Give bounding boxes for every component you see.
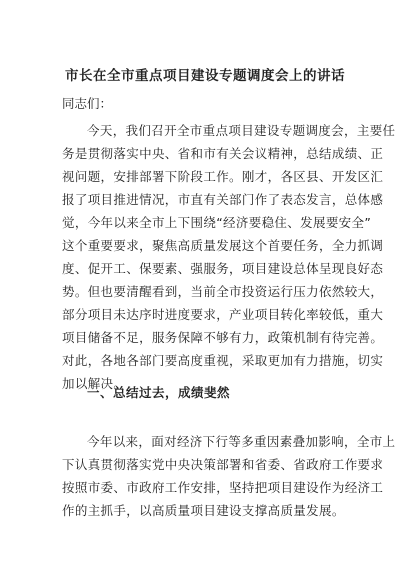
paragraph-line: 按照市委、市政府工作安排，坚持把项目建设作为经济工	[62, 480, 384, 495]
paragraph-line: 今年以来，面对经济下行等多重因素叠加影响，全市上	[87, 434, 396, 449]
paragraph-line: 觉，今年以来全市上下围绕“经济要稳住、发展要安全”	[62, 215, 372, 230]
document-title: 市长在全市重点项目建设专题调度会上的讲话	[65, 68, 345, 84]
paragraph-2	[62, 430, 396, 522]
paragraph-line: 加以解决。	[62, 376, 127, 391]
greeting: 同志们：	[62, 96, 113, 111]
paragraph-1	[62, 119, 396, 395]
paragraph-line: 视问题，安排部署下阶段工作。刚才，各区县、开发区汇	[62, 169, 384, 184]
paragraph-line: 务是贯彻落实中央、省和市有关会议精神，总结成绩、正	[62, 146, 384, 161]
paragraph-line: 部分项目未达序时进度要求，产业项目转化率较低，重大	[62, 307, 384, 322]
paragraph-line: 今天，我们召开全市重点项目建设专题调度会，主要任	[87, 123, 396, 138]
paragraph-line: 下认真贯彻落实党中央决策部署和省委、省政府工作要求	[62, 457, 384, 472]
paragraph-line: 度、促开工、保要素、强服务，项目建设总体呈现良好态	[62, 261, 384, 276]
section-heading: 一、总结过去，成绩斐然	[87, 385, 231, 400]
paragraph-line: 报了项目推进情况，市直有关部门作了表态发言，总体感	[62, 192, 384, 207]
paragraph-line: 这个重要要求，聚焦高质量发展这个首要任务，全力抓调	[62, 238, 384, 253]
paragraph-line: 作的主抓手，以高质量项目建设支撑高质量发展。	[62, 503, 345, 518]
paragraph-line: 项目储备不足，服务保障不够有力，政策机制有待完善。	[62, 330, 384, 345]
paragraph-line: 势。但也要清醒看到，当前全市投资运行压力依然较大，	[62, 284, 384, 299]
paragraph-line: 对此，各地各部门要高度重视，采取更加有力措施，切实	[62, 353, 384, 368]
